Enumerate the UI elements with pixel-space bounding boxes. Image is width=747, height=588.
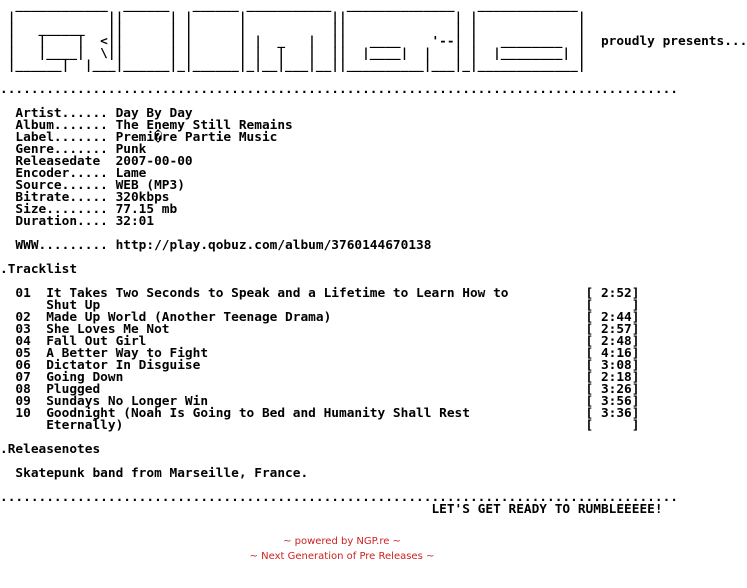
info-row-4: Releasedate 2007-00-00 bbox=[0, 154, 193, 169]
track-row-01-cont: Shut Up [ ] bbox=[0, 298, 640, 313]
info-row-5: Encoder..... Lame bbox=[0, 166, 147, 181]
track-row-10: 10 Goodnight (Noah Is Going to Bed and Humanity Shall Rest [ 3:36] bbox=[0, 406, 640, 421]
info-row-9: Duration.... 32:01 bbox=[0, 214, 155, 229]
track-row-03: 03 She Loves Me Not [ 2:57] bbox=[0, 322, 640, 337]
releasenotes-text: Skatepunk band from Marseille, France. bbox=[0, 466, 309, 481]
logo-line: |______| |___|______|_|______|_|__|___|__||__________|___|_|_____________| bbox=[0, 58, 586, 73]
releasenotes-heading: .Releasenotes bbox=[0, 442, 101, 457]
blank-line bbox=[0, 252, 747, 264]
logo-line: ____________ ______ ______ ___________ ______________ _____________ bbox=[0, 0, 578, 13]
separator-line: ........................................................................................ bbox=[0, 490, 678, 505]
info-row-7: Bitrate..... 320kbps bbox=[0, 190, 170, 205]
info-row-3: Genre....... Punk bbox=[0, 142, 147, 157]
info-row-6: Source...... WEB (MP3) bbox=[0, 178, 185, 193]
logo-line: | || | | | || | | | bbox=[0, 10, 586, 25]
info-row-1: Album....... The Enemy Still Remains bbox=[0, 118, 293, 133]
track-row-08: 08 Plugged [ 3:26] bbox=[0, 382, 640, 397]
logo-line-with-tagline: | | | <|| | | | | _ | || ____ '--| | ________ | proudly presents... bbox=[0, 34, 747, 49]
info-row-0: Artist...... Day By Day bbox=[0, 106, 193, 121]
blank-line bbox=[0, 432, 747, 444]
logo-line: | |____| \|| | | | | | | || |____| | | | |________| | bbox=[0, 46, 586, 61]
closing-line: LET'S GET READY TO RUMBLEEEEE! bbox=[0, 502, 663, 517]
track-row-06: 06 Dictator In Disguise [ 3:08] bbox=[0, 358, 640, 373]
powered-by-line: ~ powered by NGP.re ~ bbox=[283, 536, 401, 547]
track-row-01: 01 It Takes Two Seconds to Speak and a Lifetime to Learn How to [ 2:52] bbox=[0, 286, 640, 301]
info-row-2: Label....... Premi�re Partie Music bbox=[0, 130, 278, 145]
track-row-02: 02 Made Up World (Another Teenage Drama) [ 2:44] bbox=[0, 310, 640, 325]
rumble-logo bbox=[0, 0, 747, 72]
track-row-09: 09 Sundays No Longer Win [ 3:56] bbox=[0, 394, 640, 409]
logo-line: | ______ || | | | || | | | bbox=[0, 22, 586, 37]
info-row-8: Size........ 77.15 mb bbox=[0, 202, 178, 217]
track-row-10-cont: Eternally) [ ] bbox=[0, 418, 640, 433]
track-row-07: 07 Going Down [ 2:18] bbox=[0, 370, 640, 385]
track-row-05: 05 A Better Way to Fight [ 4:16] bbox=[0, 346, 640, 361]
separator-line: ........................................................................................ bbox=[0, 82, 678, 97]
track-row-04: 04 Fall Out Girl [ 2:48] bbox=[0, 334, 640, 349]
www-row: WWW......... http://play.qobuz.com/album/3760144670138 bbox=[0, 238, 432, 253]
tracklist-heading: .Tracklist bbox=[0, 262, 78, 277]
next-gen-line: ~ Next Generation of Pre Releases ~ bbox=[249, 551, 435, 562]
